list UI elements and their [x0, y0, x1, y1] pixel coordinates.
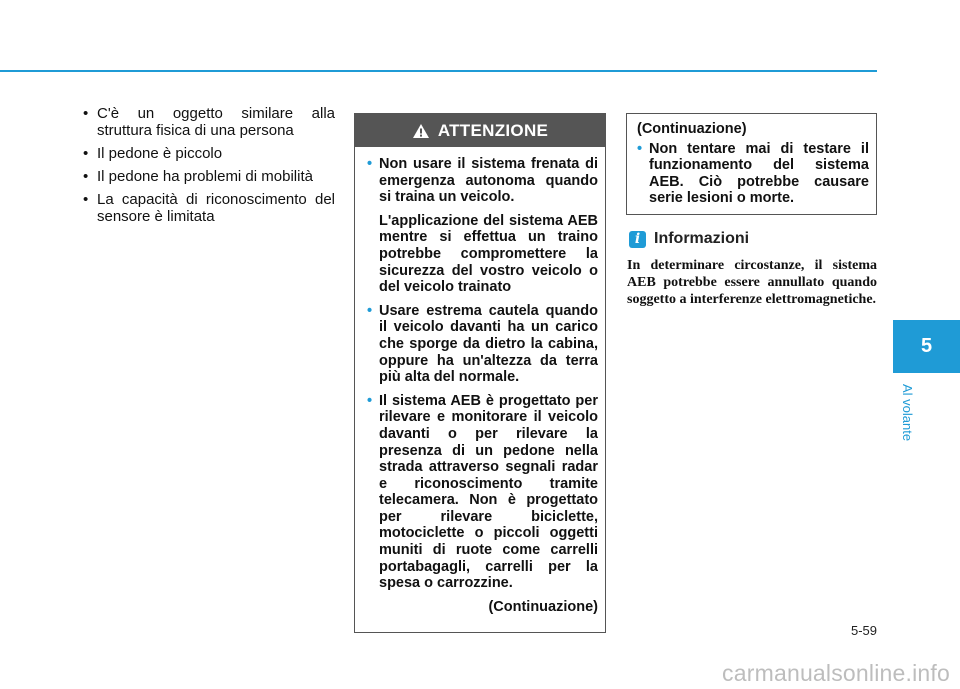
bullet-icon: • [83, 168, 89, 185]
bullet-icon: • [367, 302, 373, 319]
warning-paragraph: L'applicazione del sistema AEB mentre si effettua un traino potrebbe compromettere la sicurezza del vostro veicolo o del veicolo trainato [379, 212, 598, 296]
list-item: • Il pedone ha problemi di mobilità [83, 168, 313, 185]
warning-header [355, 114, 605, 147]
chapter-label: Al volante [900, 383, 916, 441]
warning-item: • Il sistema AEB è progettato per rilevare e monitorare il veicolo davanti o per rilevare la presenza di un pedone nella strada attraverso segnali radar e riconoscimento tramite telecamera. Non è progettato per rilevare biciclette, motociclette o piccoli oggetti muniti di ruote come carrelli portabagagli, carrelli per la spesa o carrozzine. [367, 392, 598, 592]
continuation-item: • Non tentare mai di testare il funzionamento del sistema AEB. Ciò potrebbe causare serie lesioni o morte. [637, 140, 869, 207]
conditions-list [79, 105, 335, 225]
warning-item: • Usare estrema cautela quando il veicolo davanti ha un carico che sporge da dietro la cabina, oppure ha un'altezza da terra più alta del normale. [367, 302, 598, 386]
info-header [629, 230, 749, 248]
continuation-box [626, 113, 877, 215]
bullet-icon: • [83, 145, 89, 162]
info-text: In determinare circostanze, il sistema AEB potrebbe essere annullato quando soggetto a interferenze elettromagnetiche. [627, 258, 877, 307]
continuation-title: (Continuazione) [637, 121, 747, 137]
list-item: • C'è un oggetto similare alla struttura fisica di una persona [83, 105, 335, 139]
bullet-icon: • [83, 105, 89, 122]
header-rule [0, 70, 877, 72]
chapter-tab: 5 [893, 320, 960, 373]
bullet-icon: • [367, 392, 373, 409]
warning-box [354, 113, 606, 633]
page-number: 5-59 [850, 623, 877, 638]
warning-triangle-icon [412, 123, 430, 139]
warning-item: • Non usare il sistema frenata di emergenza autonoma quando si traina un veicolo. [367, 156, 598, 206]
bullet-icon: • [367, 156, 373, 172]
warning-title: ATTENZIONE [437, 120, 549, 140]
list-item: • Il pedone è piccolo [83, 145, 223, 162]
info-icon: i [629, 231, 646, 248]
warning-continued-label: (Continuazione) [488, 598, 598, 615]
bullet-icon: • [637, 140, 643, 157]
watermark-text: carmanualsonline.info [722, 660, 950, 686]
info-title: Informazioni [654, 230, 750, 247]
bullet-icon: • [83, 191, 89, 208]
conditions-list-column [79, 105, 335, 231]
warning-body [355, 147, 605, 615]
list-item: • La capacità di riconoscimento del sensore è limitata [83, 191, 335, 225]
